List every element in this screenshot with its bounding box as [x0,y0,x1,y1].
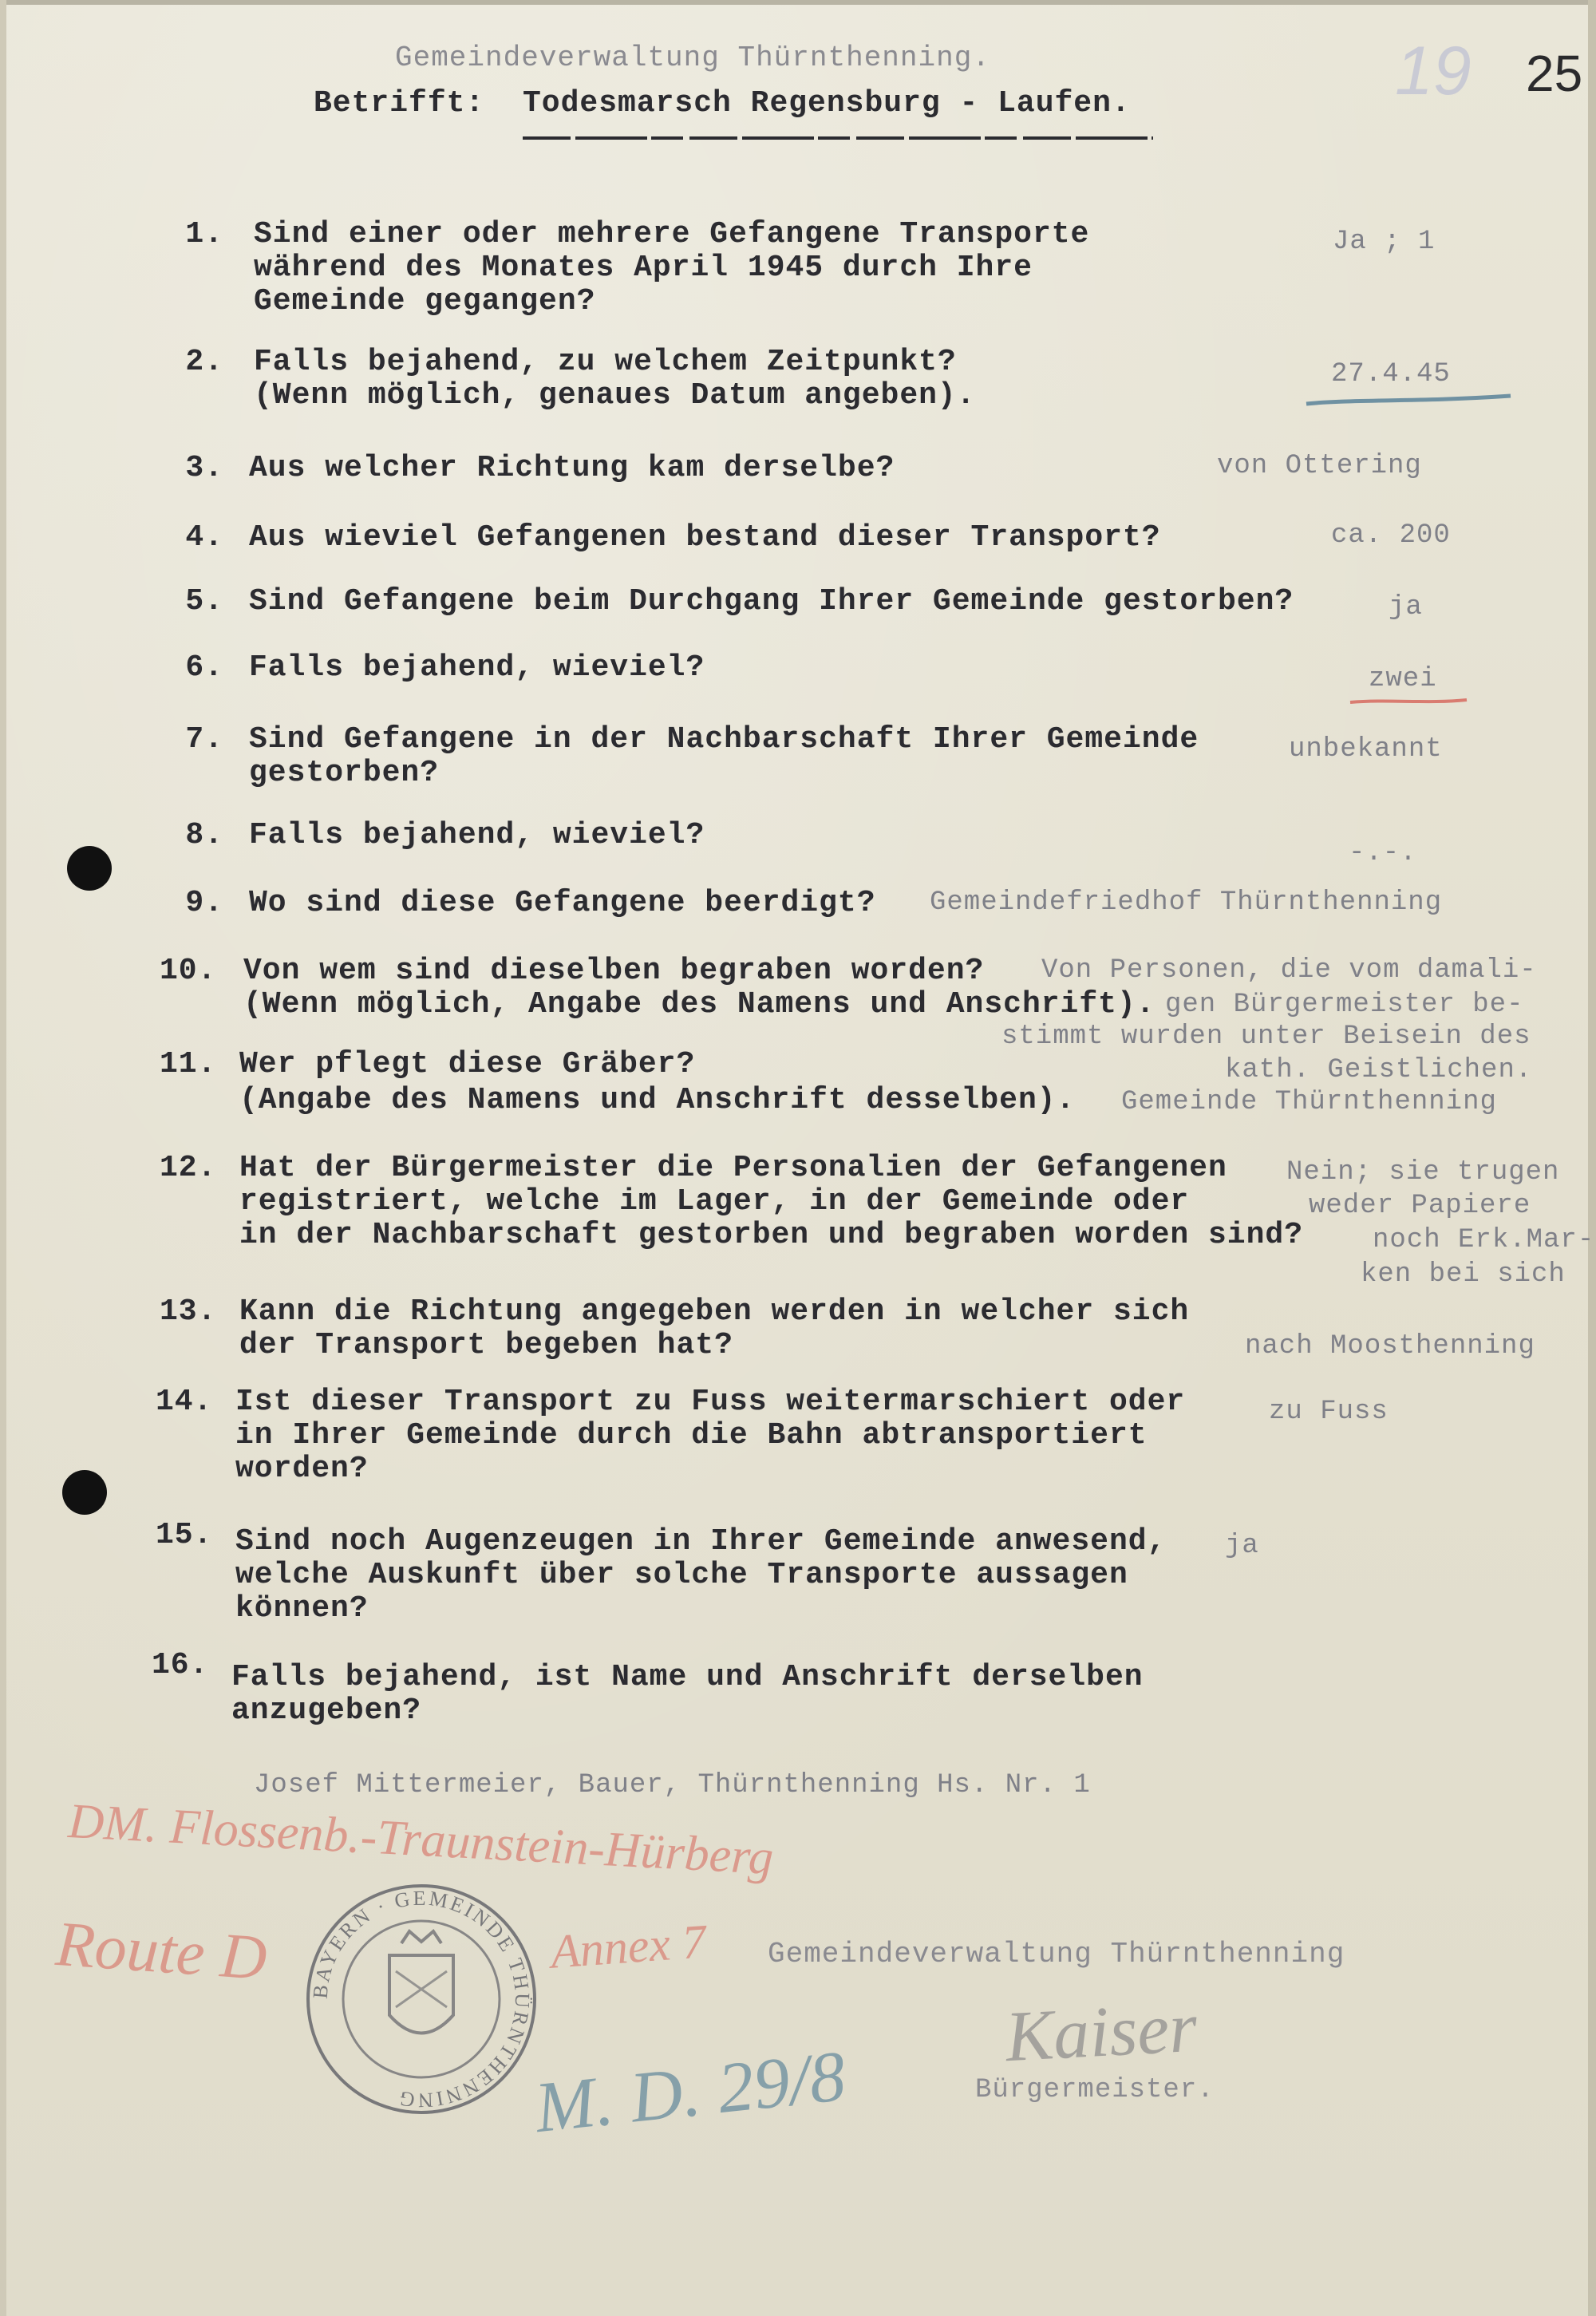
question-number: 11. [160,1047,217,1081]
question-text: in der Nachbarschaft gestorben und begraben worden sind? [239,1218,1304,1252]
punch-hole-bottom [62,1470,107,1515]
question-text: Gemeinde gegangen? [254,284,596,318]
question-text: Sind noch Augenzeugen in Ihrer Gemeinde anwesend, [235,1524,1167,1559]
subject-text: Todesmarsch Regensburg - Laufen. [523,86,1131,121]
answer-text: kath. Geistlichen. [1225,1055,1533,1085]
question-text: der Transport begeben hat? [239,1328,733,1362]
answer-text: -.-. [1349,838,1417,868]
answer-text: weder Papiere [1309,1191,1531,1221]
red-annotation-annex: Annex 7 [548,1915,708,1978]
question-text: während des Monates April 1945 durch Ihre [254,251,1033,285]
question-text: Von wem sind dieselben begraben worden? [243,954,985,988]
question-text: gestorben? [249,756,440,790]
question-text: Wer pflegt diese Gräber? [239,1047,696,1081]
question-text: Hat der Bürgermeister die Personalien der Gefangenen [239,1151,1227,1185]
question-text: Sind Gefangene in der Nachbarschaft Ihrer Gemeinde [249,722,1199,757]
punch-hole-top [67,846,112,891]
svg-text:BAYERN · GEMEINDE THÜRNTHENNIN: BAYERN · GEMEINDE THÜRNTHENNING [308,1886,535,2112]
question-text: Sind Gefangene beim Durchgang Ihrer Gemeinde gestorben? [249,584,1294,619]
page-edge-right [1588,0,1596,2316]
answer-underline-red [1349,696,1468,707]
question-text: Falls bejahend, ist Name und Anschrift derselben [231,1660,1144,1694]
teal-handwritten-note: M. D. 29/8 [531,2036,850,2148]
subject-label: Betrifft: [314,86,485,121]
question-number: 3. [185,451,223,485]
question-text: können? [235,1591,369,1626]
answer-text: noch Erk.Mar- [1373,1225,1595,1255]
answer-text: Gemeindefriedhof Thürnthenning [930,887,1443,918]
question-text: welche Auskunft über solche Transporte aussagen [235,1558,1128,1592]
question-number: 12. [160,1151,217,1185]
red-annotation-route: DM. Flossenb.-Traunstein-Hürberg [66,1793,775,1886]
answer-text: von Ottering [1217,451,1422,481]
answer-text: zu Fuss [1269,1397,1389,1427]
answer-text: ken bei sich [1361,1259,1566,1290]
question-text: (Wenn möglich, genaues Datum angeben). [254,378,976,413]
question-number: 4. [185,520,223,555]
question-number: 14. [156,1385,213,1419]
subject-underline [523,132,1153,144]
answer-text: zwei [1369,664,1437,694]
footer-title: Bürgermeister. [975,2075,1215,2105]
pencil-folio-number: 19 [1395,33,1472,109]
question-text: in Ihrer Gemeinde durch die Bahn abtransportiert [235,1418,1148,1452]
question-number: 1. [185,217,223,251]
answer-text: gen Bürgermeister be- [1165,990,1524,1020]
question-text: Ist dieser Transport zu Fuss weitermarschiert oder [235,1385,1186,1419]
answer-text: Josef Mittermeier, Bauer, Thürnthenning Hs. Nr. 1 [254,1770,1091,1800]
answer-text: Gemeinde Thürnthenning [1121,1087,1497,1117]
answer-text: Ja ; 1 [1333,227,1436,257]
answer-text: ja [1225,1531,1259,1561]
question-number: 15. [156,1518,213,1552]
answer-text: ca. 200 [1331,520,1451,551]
question-number: 13. [160,1294,217,1329]
answer-text: stimmt wurden unter Beisein des [1001,1022,1531,1052]
question-text: registriert, welche im Lager, in der Gemeinde oder [239,1184,1190,1219]
question-number: 5. [185,584,223,619]
page-number: 25 [1526,45,1583,102]
question-text: Falls bejahend, wieviel? [249,650,705,685]
answer-text: ja [1389,592,1423,622]
question-text: worden? [235,1452,369,1486]
question-text: Aus wieviel Gefangenen bestand dieser Transport? [249,520,1161,555]
question-number: 10. [160,954,217,988]
question-text: (Angabe des Namens und Anschrift desselben). [239,1083,1076,1117]
answer-text: Von Personen, die vom damali- [1041,955,1537,986]
question-number: 9. [185,886,223,920]
question-text: Aus welcher Richtung kam derselbe? [249,451,895,485]
answer-text: unbekannt [1289,734,1443,765]
question-number: 6. [185,650,223,685]
question-text: Falls bejahend, wieviel? [249,818,705,852]
question-text: Kann die Richtung angegeben werden in welcher sich [239,1294,1190,1329]
question-number: 8. [185,818,223,852]
answer-text: nach Moosthenning [1245,1331,1535,1362]
page-edge-left [0,0,6,2316]
question-text: Falls bejahend, zu welchem Zeitpunkt? [254,345,957,379]
answer-underline-blue [1305,393,1512,409]
footer-office: Gemeindeverwaltung Thürnthenning [768,1938,1345,1970]
answer-text: 27.4.45 [1331,359,1451,389]
question-text: anzugeben? [231,1694,422,1728]
municipal-seal [302,1879,541,2119]
red-annotation-route-d: Route D [53,1908,270,1994]
question-text: Wo sind diese Gefangene beerdigt? [249,886,876,920]
question-text: (Wenn möglich, Angabe des Namens und Anschrift). [243,987,1156,1022]
question-number: 16. [152,1648,209,1682]
mayor-signature: Kaiser [1003,1987,1199,2077]
question-number: 7. [185,722,223,757]
question-text: Sind einer oder mehrere Gefangene Transporte [254,217,1090,251]
page-edge-top [0,0,1596,5]
header-office: Gemeindeverwaltung Thürnthenning. [395,41,990,74]
answer-text: Nein; sie trugen [1286,1157,1560,1188]
question-number: 2. [185,345,223,379]
